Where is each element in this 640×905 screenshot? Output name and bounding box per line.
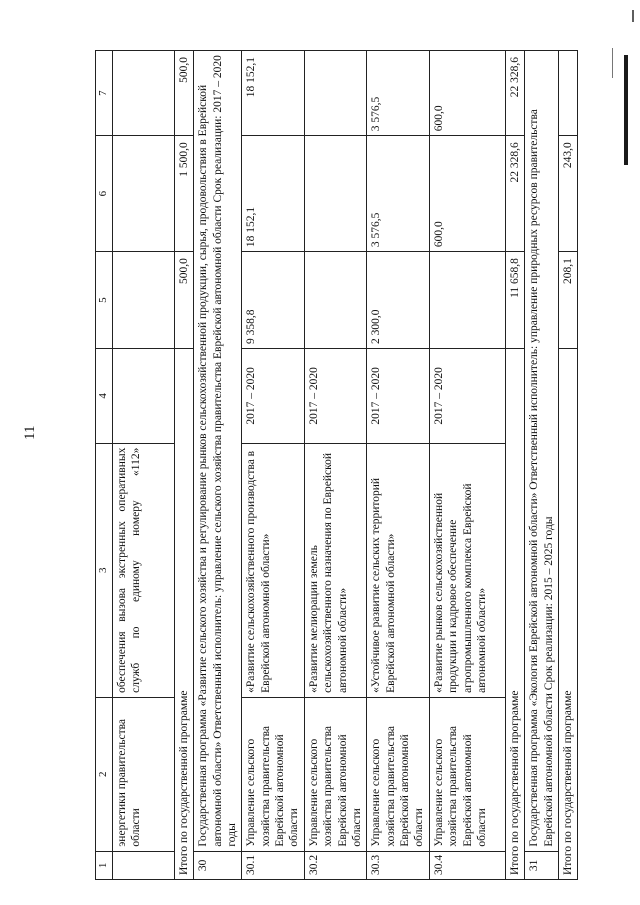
value-cell bbox=[304, 136, 367, 252]
program-header-row bbox=[194, 51, 242, 880]
row-number: 30.1 bbox=[242, 851, 305, 879]
value-cell: 18 152,1 bbox=[242, 51, 305, 136]
value-cell bbox=[304, 51, 367, 136]
value-cell bbox=[112, 136, 174, 252]
scan-artifact bbox=[624, 55, 628, 165]
value-cell: 600,0 bbox=[429, 51, 505, 136]
scan-artifact bbox=[612, 48, 613, 78]
value-cell: 9 358,8 bbox=[242, 252, 305, 349]
total-value: 500,0 bbox=[174, 252, 193, 349]
total-value: 243,0 bbox=[558, 136, 577, 252]
header-cell-2: 2 bbox=[96, 697, 113, 851]
executor-cell: Управление сельского хозяйства правительства Еврейской автономной области bbox=[242, 697, 305, 851]
document-table-rotated bbox=[95, 50, 620, 880]
program-header-row bbox=[525, 51, 559, 880]
executor-cell: Управление сельского хозяйства правительства Еврейской автономной области bbox=[429, 697, 505, 851]
value-cell: 2 300,0 bbox=[367, 252, 430, 349]
header-cell-1: 1 bbox=[96, 851, 113, 879]
value-cell: 600,0 bbox=[429, 136, 505, 252]
scan-artifact bbox=[632, 10, 634, 22]
program-number: 31 bbox=[525, 851, 559, 879]
total-value: 1 500,0 bbox=[174, 136, 193, 252]
total-value bbox=[558, 51, 577, 136]
program-description: Государственная программа «Экология Еврейской автономной области» Ответственный исполнитель: управление природных ресурсов правительства Еврейской автономной области Срок реализации: 2015 – 2025 годы bbox=[525, 51, 559, 852]
total-value: 208,1 bbox=[558, 252, 577, 349]
row-number: 30.2 bbox=[304, 851, 367, 879]
executor-cell: Управление сельского хозяйства правительства Еврейской автономной области bbox=[367, 697, 430, 851]
header-row bbox=[96, 51, 113, 880]
total-label: Итого по государственной программе bbox=[174, 349, 193, 880]
program-name-cell: «Развитие сельскохозяйственного производства в Еврейской автономной области» bbox=[242, 443, 305, 697]
page-number: 11 bbox=[22, 425, 38, 440]
executor-cell: энергетики правительства области bbox=[112, 697, 174, 851]
header-cell-3: 3 bbox=[96, 443, 113, 697]
table-row bbox=[304, 51, 367, 880]
table-row bbox=[367, 51, 430, 880]
program-name-cell: «Устойчивое развитие сельских территорий Еврейской автономной области» bbox=[367, 443, 430, 697]
total-label: Итого по государственной программе bbox=[505, 349, 524, 880]
total-value: 500,0 bbox=[174, 51, 193, 136]
total-value: 22 328,6 bbox=[505, 136, 524, 252]
table-row bbox=[429, 51, 505, 880]
total-row bbox=[558, 51, 577, 880]
program-name-cell: «Развитие мелиорации земель сельскохозяйственного назначения по Еврейской автономной области» bbox=[304, 443, 367, 697]
program-table bbox=[95, 50, 578, 880]
total-row bbox=[505, 51, 524, 880]
value-cell bbox=[112, 252, 174, 349]
program-name-cell: «Развитие рынков сельскохозяйственной продукции и кадровое обеспечение агропромышленного комплекса Еврейской автономной области» bbox=[429, 443, 505, 697]
program-description: Государственная программа «Развитие сельского хозяйства и регулирование рынков сельскохозяйственной продукции, сырья, продовольствия в Еврейской автономной области» Ответственный исполнитель: управление сельского хозяйства правительства Еврейской автономной области Срок реализации: 2017 – 2020 годы bbox=[194, 51, 242, 852]
value-cell: 18 152,1 bbox=[242, 136, 305, 252]
header-cell-6: 6 bbox=[96, 136, 113, 252]
header-cell-5: 5 bbox=[96, 252, 113, 349]
row-number: 30.3 bbox=[367, 851, 430, 879]
table-row bbox=[112, 51, 174, 880]
total-label: Итого по государственной программе bbox=[558, 349, 577, 880]
period-cell: 2017 – 2020 bbox=[242, 349, 305, 444]
value-cell bbox=[112, 51, 174, 136]
value-cell bbox=[429, 252, 505, 349]
period-cell: 2017 – 2020 bbox=[429, 349, 505, 444]
table-row bbox=[242, 51, 305, 880]
value-cell bbox=[304, 252, 367, 349]
row-number: 30.4 bbox=[429, 851, 505, 879]
header-cell-4: 4 bbox=[96, 349, 113, 444]
period-cell: 2017 – 2020 bbox=[304, 349, 367, 444]
value-cell: 3 576,5 bbox=[367, 51, 430, 136]
total-row bbox=[174, 51, 193, 880]
total-value: 22 328,6 bbox=[505, 51, 524, 136]
executor-cell: Управление сельского хозяйства правительства Еврейской автономной области bbox=[304, 697, 367, 851]
value-cell: 3 576,5 bbox=[367, 136, 430, 252]
total-value: 11 658,8 bbox=[505, 252, 524, 349]
header-cell-7: 7 bbox=[96, 51, 113, 136]
program-number: 30 bbox=[194, 851, 242, 879]
program-name-cell: обеспечения вызова экстренных оперативных служб по единому номеру «112» bbox=[112, 443, 174, 697]
period-cell: 2017 – 2020 bbox=[367, 349, 430, 444]
